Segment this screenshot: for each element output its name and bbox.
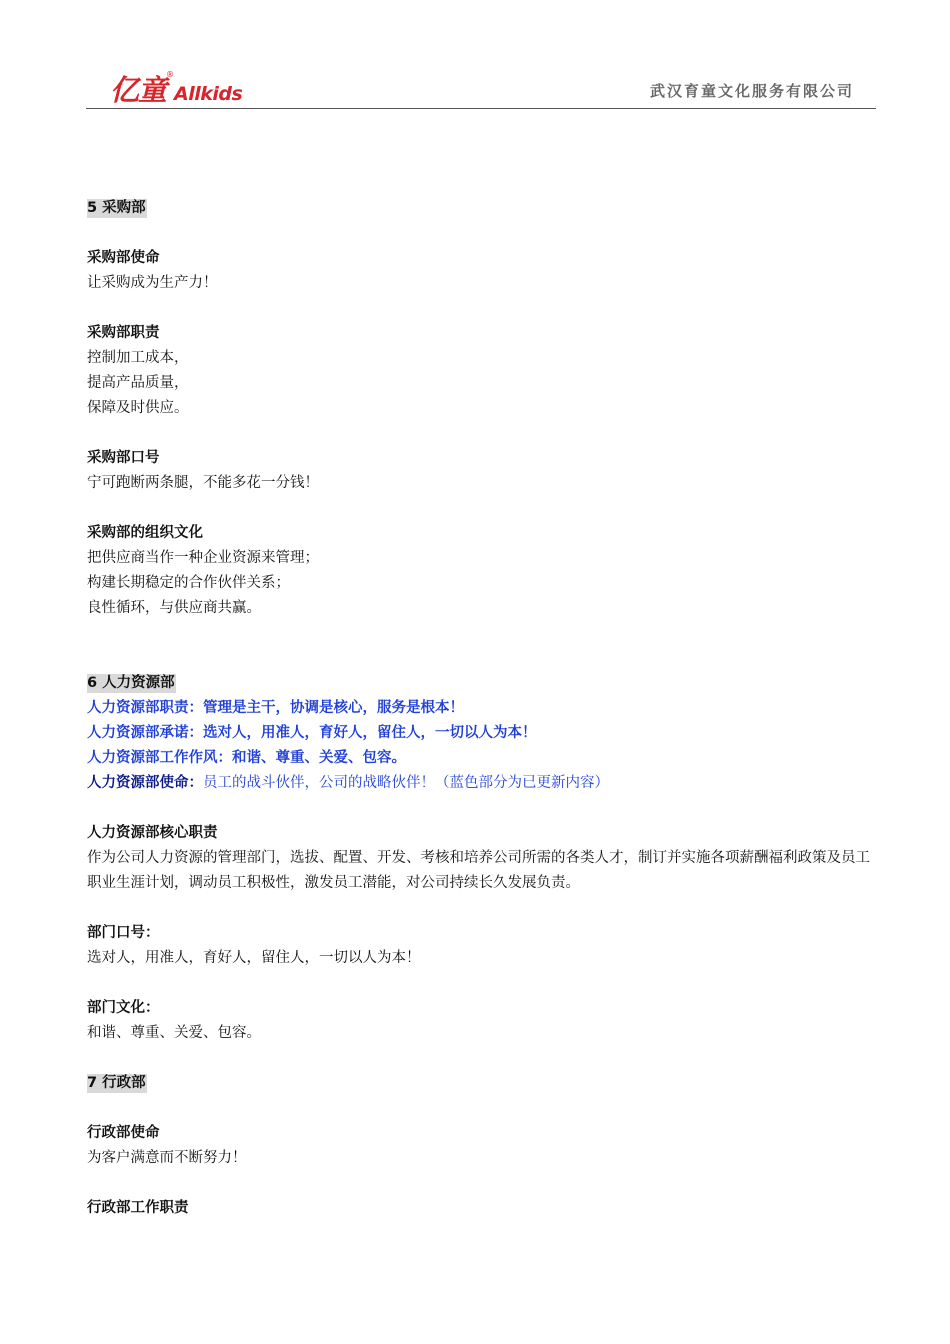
logo-english: Allkids	[174, 83, 243, 105]
hr-style-updated: 人力资源部工作作风：和谐、尊重、关爱、包容。	[87, 750, 406, 766]
hr-duty-updated: 人力资源部职责：管理是主干，协调是核心，服务是根本！	[87, 700, 464, 716]
purchase-culture-line: 构建长期稳定的合作伙伴关系；	[87, 575, 290, 591]
purchase-duty-heading: 采购部职责	[87, 325, 160, 341]
document-body	[87, 196, 879, 1221]
allkids-logo	[110, 68, 243, 107]
hr-slogan-heading: 部门口号：	[87, 925, 160, 941]
purchase-slogan-heading: 采购部口号	[87, 450, 160, 466]
purchase-culture-line: 良性循环，与供应商共赢。	[87, 600, 261, 616]
section-6-title: 6 人力资源部	[87, 675, 175, 691]
purchase-slogan-text: 宁可跑断两条腿，不能多花一分钱！	[87, 475, 319, 491]
hr-mission-label: 人力资源部使命：	[87, 775, 203, 791]
section-7-title: 7 行政部	[87, 1075, 146, 1091]
hr-culture-text: 和谐、尊重、关爱、包容。	[87, 1025, 261, 1041]
page-header	[86, 62, 876, 109]
purchase-duty-line: 提高产品质量，	[87, 375, 189, 391]
hr-mission-line	[87, 771, 879, 796]
purchase-culture-heading: 采购部的组织文化	[87, 525, 203, 541]
logo-registered-mark: ®	[166, 70, 175, 79]
admin-mission-heading: 行政部使命	[87, 1125, 160, 1141]
purchase-mission-text: 让采购成为生产力！	[87, 275, 218, 291]
purchase-culture-line: 把供应商当作一种企业资源来管理；	[87, 550, 319, 566]
purchase-duty-line: 控制加工成本，	[87, 350, 189, 366]
hr-promise-updated: 人力资源部承诺：选对人，用准人，育好人，留住人，一切以人为本！	[87, 725, 537, 741]
purchase-mission-heading: 采购部使命	[87, 250, 160, 266]
admin-mission-text: 为客户满意而不断努力！	[87, 1150, 247, 1166]
purchase-duty-line: 保障及时供应。	[87, 400, 189, 416]
hr-mission-text: 员工的战斗伙伴，公司的战略伙伴！（蓝色部分为已更新内容）	[203, 775, 609, 791]
company-name: 武汉育童文化服务有限公司	[649, 82, 854, 100]
hr-core-duty-heading: 人力资源部核心职责	[87, 825, 218, 841]
hr-slogan-text: 选对人，用准人，育好人，留住人，一切以人为本！	[87, 950, 421, 966]
hr-core-duty-text: 作为公司人力资源的管理部门，选拔、配置、开发、考核和培养公司所需的各类人才，制订并实施各项薪酬福利政策及员工职业生涯计划，调动员工积极性，激发员工潜能，对公司持续长久发展负责。	[87, 850, 870, 891]
admin-duty-heading: 行政部工作职责	[87, 1200, 189, 1216]
section-5-title: 5 采购部	[87, 200, 146, 216]
logo-chinese: 亿童	[110, 73, 167, 107]
hr-culture-heading: 部门文化：	[87, 1000, 160, 1016]
